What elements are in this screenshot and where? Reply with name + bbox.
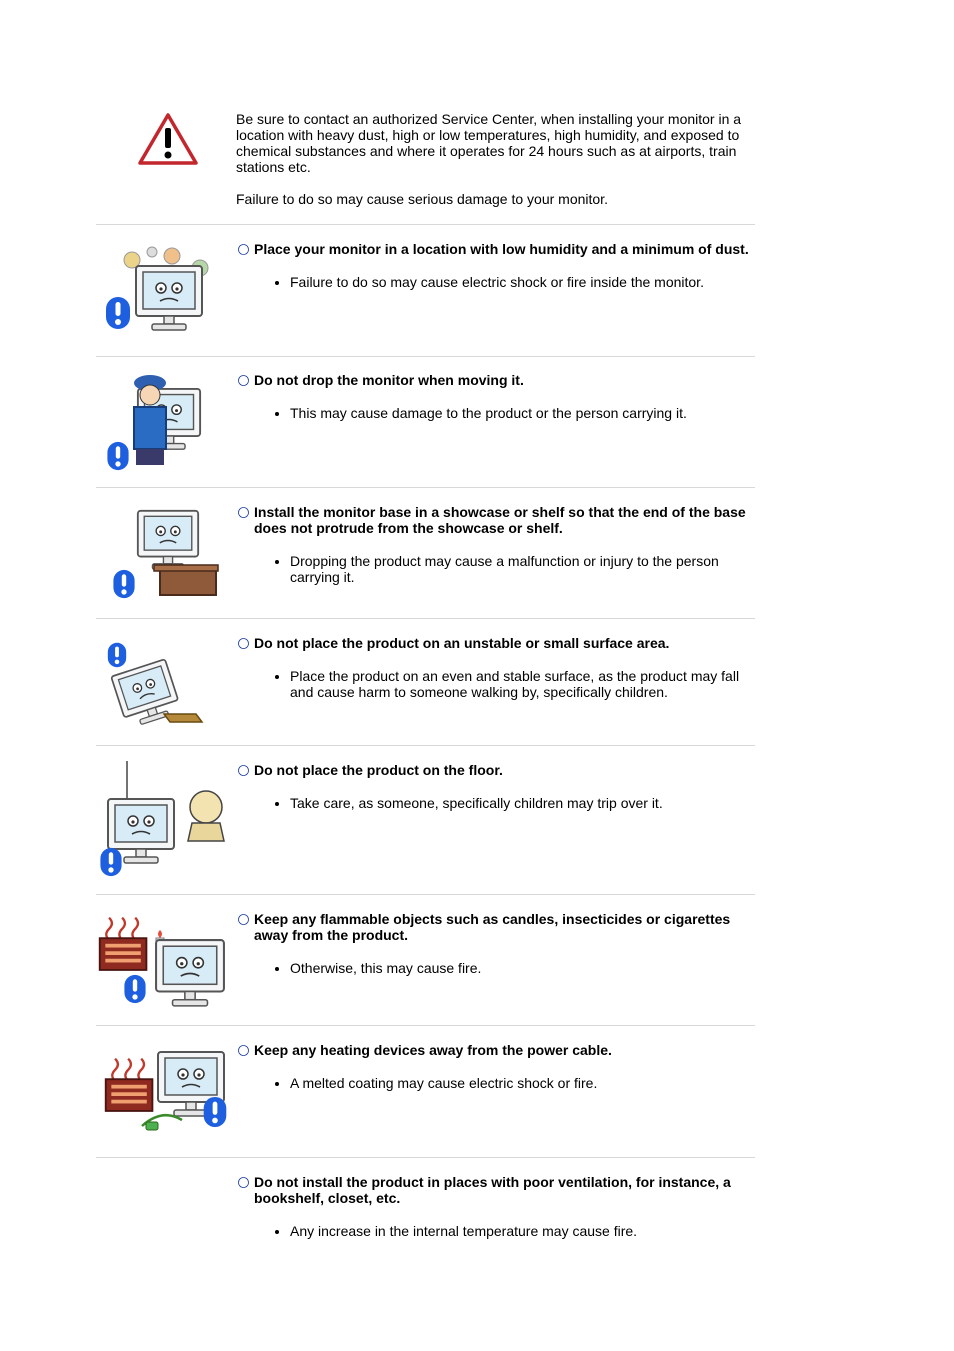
divider [96, 224, 755, 225]
divider [96, 618, 755, 619]
bullet-ball-icon [238, 507, 249, 518]
illustration-heating-cable [102, 1046, 230, 1141]
illustration-flammable-objects [96, 908, 232, 1017]
item-bullet: • Failure to do so may cause electric shock or fire inside the monitor. [290, 274, 756, 290]
warning-triangle-icon [137, 112, 199, 166]
divider [96, 745, 755, 746]
bullet-ball-icon [238, 638, 249, 649]
item-heading: Keep any flammable objects such as candles, insecticides or cigarettes away from the product. [254, 911, 731, 943]
divider [96, 894, 755, 895]
item-heading: Do not install the product in places with poor ventilation, for instance, a bookshelf, closet, etc. [254, 1174, 731, 1206]
bullet-ball-icon [238, 1177, 249, 1188]
divider [96, 1025, 755, 1026]
divider [96, 487, 755, 488]
item-not-on-floor [238, 762, 756, 811]
item-heading: Do not place the product on an unstable or small surface area. [254, 635, 670, 651]
item-bullet: • Otherwise, this may cause fire. [290, 960, 756, 976]
item-bullet: • This may cause damage to the product or the person carrying it. [290, 405, 756, 421]
item-heading: Install the monitor base in a showcase or shelf so that the end of the base does not protrude from the showcase or shelf. [254, 504, 746, 536]
item-heading: Keep any heating devices away from the power cable. [254, 1042, 612, 1058]
item-flammable-objects [238, 911, 756, 976]
item-heating-devices [238, 1042, 756, 1091]
item-low-humidity [238, 241, 756, 290]
illustration-unstable-surface [104, 642, 204, 731]
bullet-ball-icon [238, 765, 249, 776]
illustration-dropping-monitor [104, 373, 204, 476]
illustration-dusty-monitor [104, 244, 216, 339]
divider [96, 1157, 755, 1158]
item-poor-ventilation [238, 1174, 756, 1239]
item-bullet: • Take care, as someone, specifically children may trip over it. [290, 795, 756, 811]
item-bullet: • Any increase in the internal temperature may cause fire. [290, 1223, 756, 1239]
item-heading: Do not place the product on the floor. [254, 762, 503, 778]
item-bullet: • Dropping the product may cause a malfunction or injury to the person carrying it. [290, 553, 756, 585]
bullet-ball-icon [238, 244, 249, 255]
item-unstable-surface [238, 635, 756, 700]
item-heading: Do not drop the monitor when moving it. [254, 372, 524, 388]
item-bullet: • Place the product on an even and stable surface, as the product may fall and cause harm to someone walking by, specifically children. [290, 668, 756, 700]
item-do-not-drop [238, 372, 756, 421]
intro-text [236, 111, 756, 223]
illustration-floor-child [96, 761, 228, 884]
item-bullet: • A melted coating may cause electric shock or fire. [290, 1075, 756, 1091]
item-heading: Place your monitor in a location with low humidity and a minimum of dust. [254, 241, 749, 257]
bullet-ball-icon [238, 375, 249, 386]
intro-paragraph-1: Be sure to contact an authorized Service Center, when installing your monitor in a location with heavy dust, high or low temperatures, high humidity, and exposed to chemical substances and where it operates for 24 hours such as at airports, train stations etc. [236, 111, 742, 175]
divider [96, 356, 755, 357]
item-showcase-shelf [238, 504, 756, 585]
intro-paragraph-2: Failure to do so may cause serious damage to your monitor. [236, 191, 608, 207]
bullet-ball-icon [238, 914, 249, 925]
illustration-showcase-shelf [110, 505, 220, 604]
bullet-ball-icon [238, 1045, 249, 1056]
